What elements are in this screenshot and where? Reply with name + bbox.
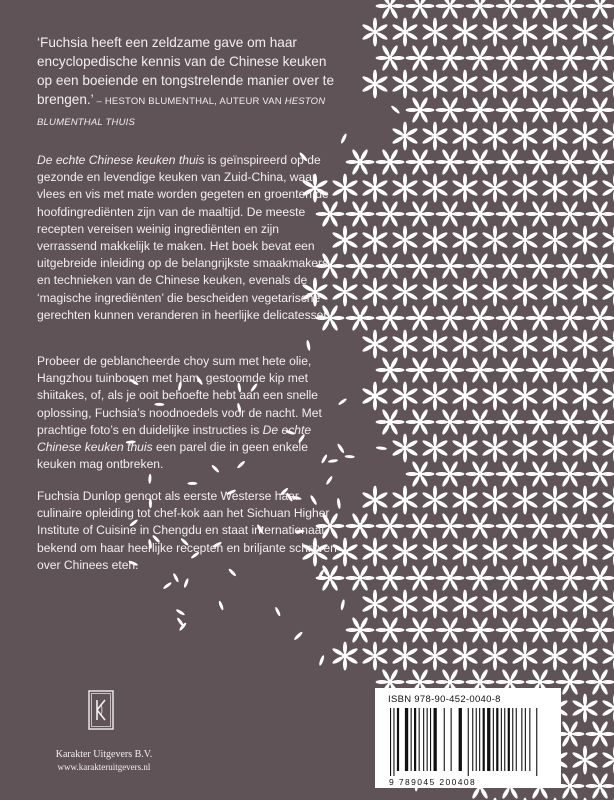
book-title-italic-2: De echte Chinese keuken thuis xyxy=(37,422,312,455)
publisher-url: www.karakteruitgevers.nl xyxy=(57,762,151,772)
quote-attribution: – HESTON BLUMENTHAL, AUTEUR VAN xyxy=(93,96,285,107)
quote-attribution-title: HESTON BLUMENTHAL THUIS xyxy=(37,96,326,128)
author-bio-paragraph xyxy=(37,488,337,574)
barcode-digits: 9 789045 200408 xyxy=(389,777,477,787)
paragraph-1-body: is geïnspireerd op de gezonde en levendige keuken van Zuid-China, waar vlees en vis met mate worden gegeten en groenten de hoofdingrediënten zijn van de maaltijd. De meeste recepten vereisen weinig ingrediënten en zijn verrassend makkelijk te maken. Het boek bevat een uitgebreide inleiding op de belangrijkste smaakmakers en technieken van de Chinese keuken, evenals de ‘magische ingrediënten’ die bescheiden vegetarische gerechten kunnen veranderen in heerlijke delicatessen. xyxy=(37,153,334,322)
paragraph-2-end: een parel die in geen enkele keuken mag ontbreken. xyxy=(37,440,308,472)
publisher-name: Karakter Uitgevers B.V. xyxy=(55,749,153,760)
isbn-label: ISBN 978-90-452-0040-8 xyxy=(388,694,501,705)
paragraph-2-start: Probeer de geblancheerde choy sum met hete olie, Hangzhou tuinbonen met ham, gestoomde kip met shiitakes, of, als je ooit behoefte hebt aan een snelle oplossing, Fuchsia’s noodnoedels voor de nacht. Met prachtige foto’s en duidelijke instructies is xyxy=(37,354,322,437)
book-title-italic: De echte Chinese keuken thuis xyxy=(37,153,205,167)
description-paragraph-1 xyxy=(37,152,337,324)
book-k-logo-icon xyxy=(88,690,114,730)
barcode-bars xyxy=(388,708,548,778)
review-quote xyxy=(37,33,337,132)
quote-text: ‘Fuchsia heeft een zeldzame gave om haar encyclopedische kennis van de Chinese keuken op een boeiende en tongstrelende manier over te brengen.’ xyxy=(37,35,335,107)
author-bio-text: Fuchsia Dunlop genoot als eerste Westerse haar culinaire opleiding tot chef-kok aan het Sichuan Higher Institute of Cuisine in Chengdu en staat internationaal bekend om haar heerlijke recepten en briljante schrijven over Chinees eten. xyxy=(37,489,337,572)
description-paragraph-2 xyxy=(37,353,337,473)
